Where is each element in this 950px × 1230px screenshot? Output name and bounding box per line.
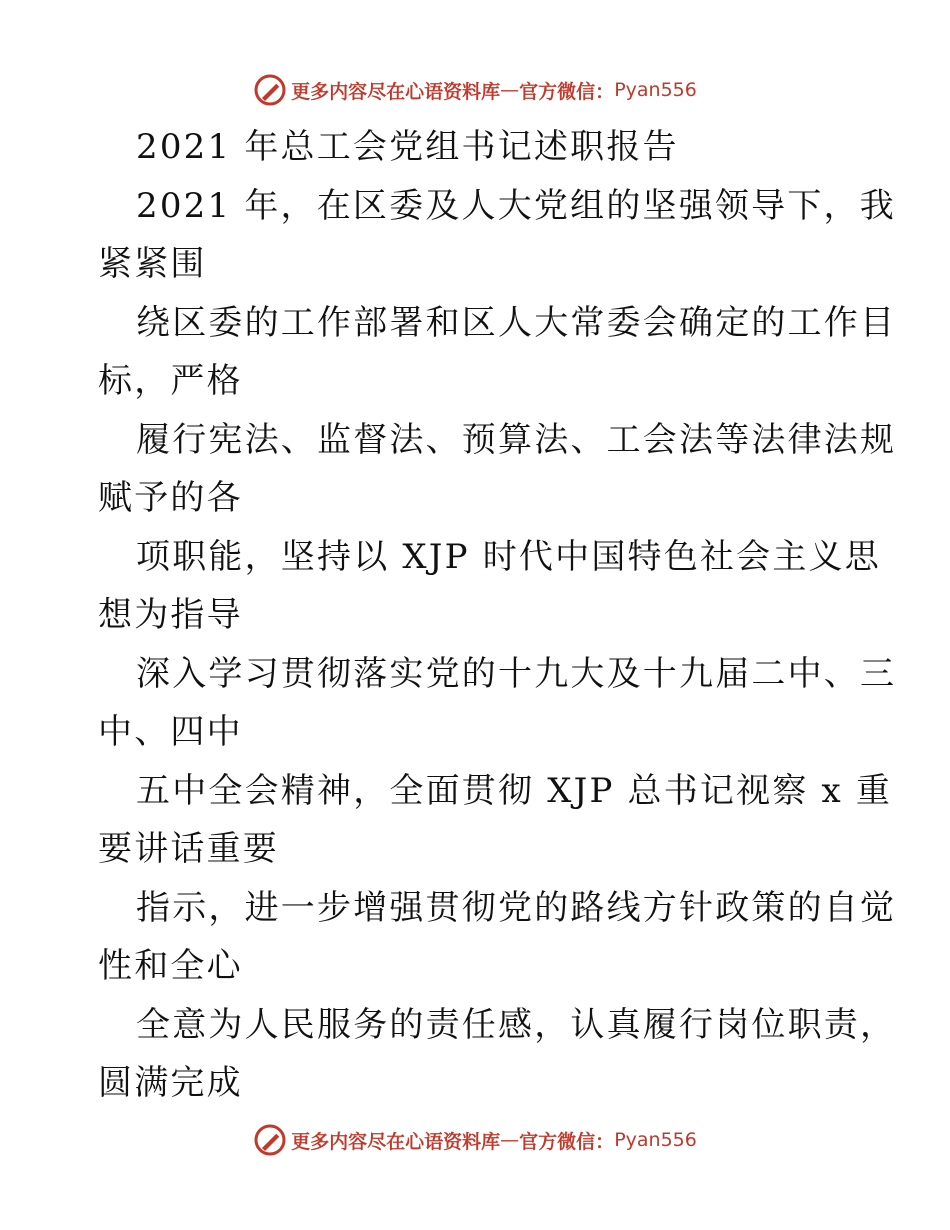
text-line: 紧紧围 xyxy=(98,244,207,284)
text-line: 全意为人民服务的责任感，认真履行岗位职责， xyxy=(136,1004,897,1045)
document-title: 2021 年总工会党组书记述职报告 xyxy=(136,127,679,167)
banner-wechat-label: 官方微信： xyxy=(519,1130,615,1153)
banner-wechat-id: Pyan556 xyxy=(614,79,697,101)
text-line: 标，严格 xyxy=(98,361,243,401)
text-line: 中、四中 xyxy=(98,712,243,752)
banner-dash: — xyxy=(500,79,520,101)
text-line: 赋予的各 xyxy=(98,478,243,518)
banner-wechat-label: 官方微信： xyxy=(519,80,615,103)
banner-wechat-id: Pyan556 xyxy=(614,1129,697,1151)
text-line: 性和全心 xyxy=(98,946,243,986)
header-watermark-banner xyxy=(0,70,950,110)
banner-lead-text: 更多内容尽在心语资料库 xyxy=(291,1130,501,1153)
text-line: 深入学习贯彻落实党的十九大及十九届二中、三 xyxy=(136,653,897,694)
text-line: 履行宪法、监督法、预算法、工会法等法律法规 xyxy=(136,419,897,460)
banner-lead-text: 更多内容尽在心语资料库 xyxy=(291,80,501,103)
text-line: 指示，进一步增强贯彻党的路线方针政策的自觉 xyxy=(136,887,897,928)
pen-logo-icon xyxy=(253,73,287,107)
text-line: 要讲话重要 xyxy=(98,829,279,869)
banner-dash: — xyxy=(500,1129,520,1151)
text-line: 项职能，坚持以 XJP 时代中国特色社会主义思 xyxy=(136,536,881,577)
text-line: 想为指导 xyxy=(98,595,243,635)
text-line: 2021 年，在区委及人大党组的坚强领导下，我 xyxy=(136,185,896,226)
text-line: 五中全会精神，全面贯彻 XJP 总书记视察 x 重 xyxy=(136,770,893,811)
pen-logo-icon xyxy=(253,1123,287,1157)
document-body xyxy=(98,118,897,1113)
text-line: 圆满完成 xyxy=(98,1063,243,1103)
footer-watermark-banner xyxy=(0,1120,950,1160)
text-line: 绕区委的工作部署和区人大常委会确定的工作目 xyxy=(136,302,897,343)
